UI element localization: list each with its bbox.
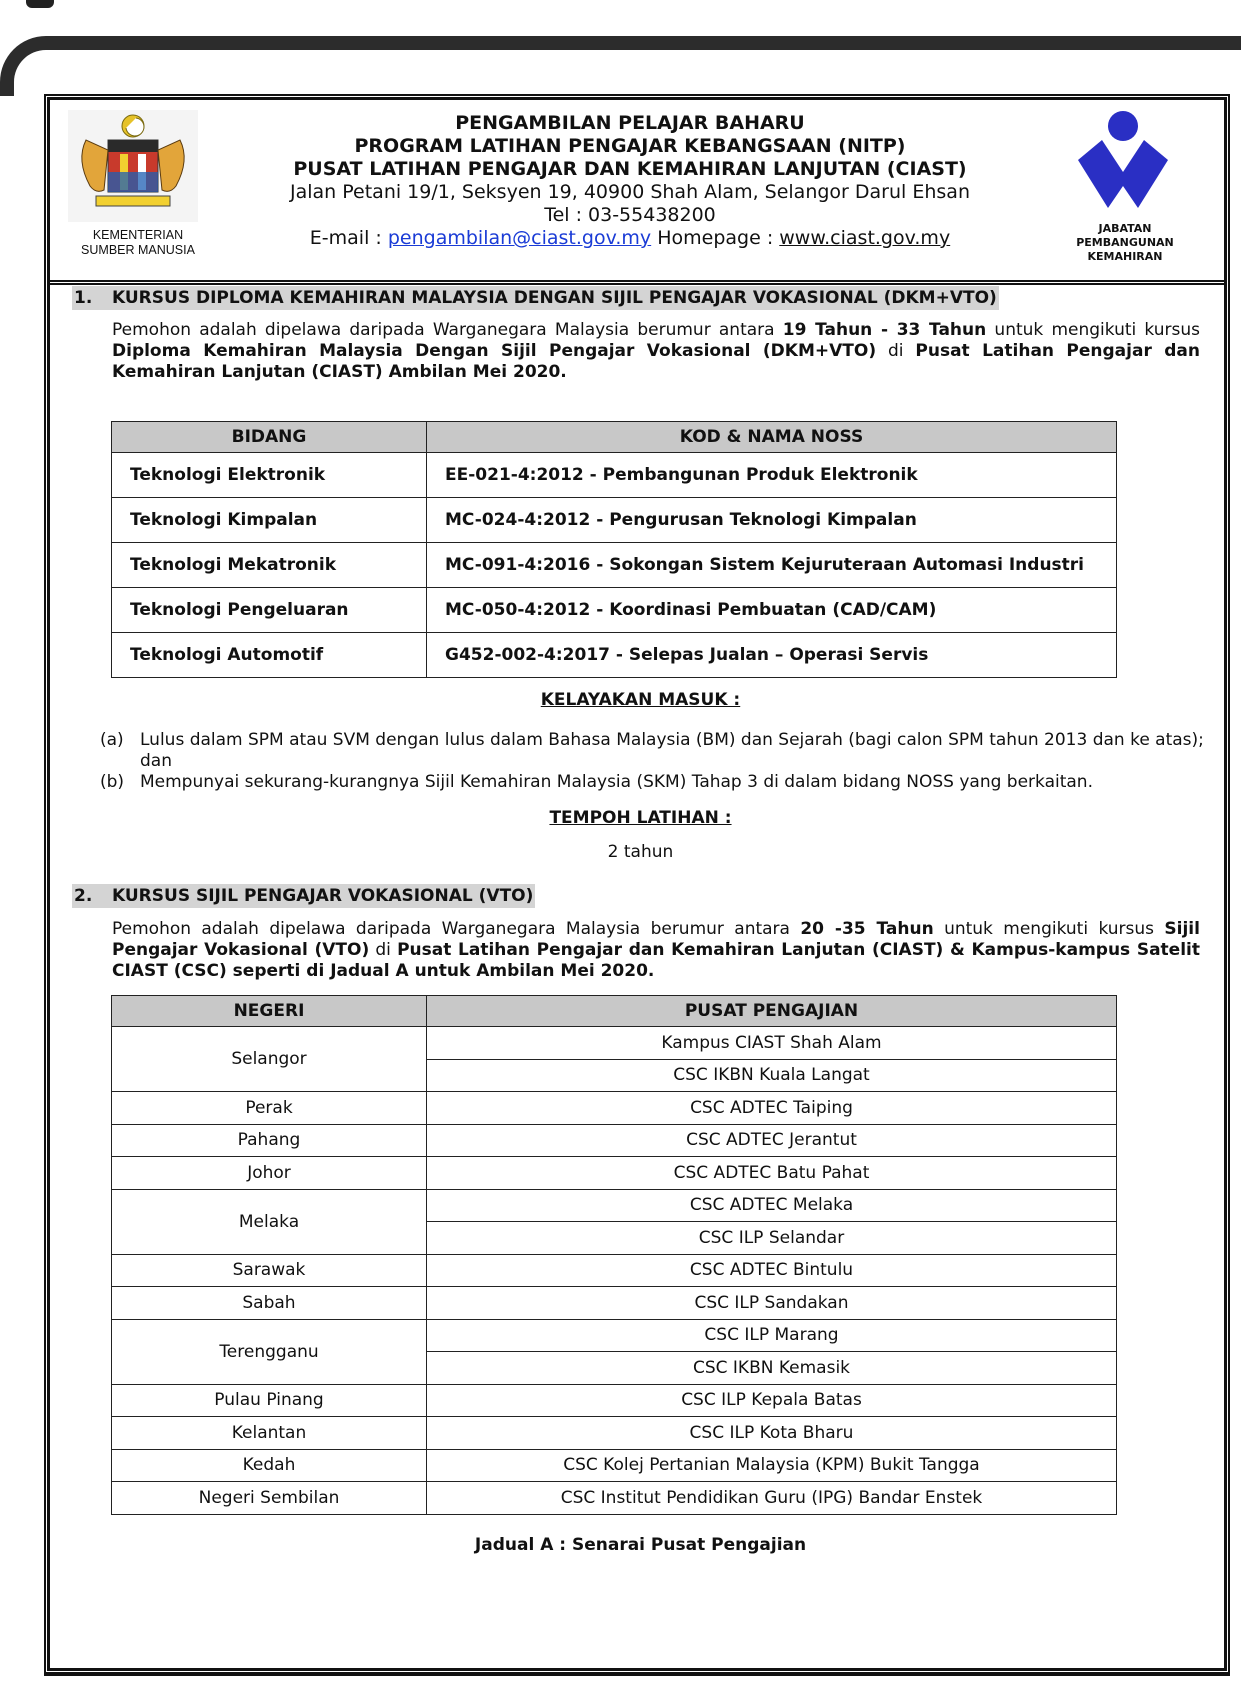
noss-cell: EE-021-4:2012 - Pembangunan Produk Elektronik	[427, 453, 1117, 498]
section-2-intro	[112, 919, 1200, 982]
table-row	[112, 1449, 1117, 1482]
section-2-number: 2.	[74, 886, 93, 906]
bidang-cell: Teknologi Kimpalan	[112, 498, 427, 543]
pusat-cell: CSC ADTEC Jerantut	[427, 1124, 1117, 1157]
pusat-header-negeri: NEGERI	[112, 996, 427, 1027]
pusat-cell: CSC Kolej Pertanian Malaysia (KPM) Bukit Tangga	[427, 1449, 1117, 1482]
table-row	[112, 543, 1117, 588]
noss-header-bidang: BIDANG	[112, 422, 427, 453]
bidang-cell: Teknologi Elektronik	[112, 453, 427, 498]
email-label: E-mail :	[309, 227, 388, 249]
s1-text-3: di	[876, 341, 916, 361]
letterhead	[260, 112, 1000, 250]
header-contact-line	[260, 227, 1000, 250]
noss-cell: MC-024-4:2012 - Pengurusan Teknologi Kimpalan	[427, 498, 1117, 543]
negeri-cell: Kedah	[112, 1449, 427, 1482]
pusat-cell: CSC ILP Kota Bharu	[427, 1417, 1117, 1450]
device-frame-edge	[0, 36, 1241, 96]
section-2-title-text: KURSUS SIJIL PENGAJAR VOKASIONAL (VTO)	[112, 886, 534, 906]
header-title-3: PUSAT LATIHAN PENGAJAR DAN KEMAHIRAN LANJUTAN (CIAST)	[293, 158, 967, 180]
ministry-caption	[58, 228, 218, 258]
ministry-caption-line-2: SUMBER MANUSIA	[81, 243, 195, 257]
negeri-cell: Selangor	[112, 1027, 427, 1092]
negeri-cell: Melaka	[112, 1189, 427, 1254]
header-tel: Tel : 03-55438200	[544, 204, 716, 226]
pusat-cell: CSC ADTEC Melaka	[427, 1189, 1117, 1222]
table-row	[112, 1287, 1117, 1320]
table-row	[112, 588, 1117, 633]
s1-course: Diploma Kemahiran Malaysia Dengan Sijil Pengajar Vokasional (DKM+VTO)	[112, 341, 877, 361]
requirements-list	[100, 730, 1210, 793]
table-row	[112, 1157, 1117, 1190]
s2-course: Sijil Pengajar Vokasional (VTO)	[112, 919, 1200, 960]
table-row	[112, 1254, 1117, 1287]
table-row	[112, 1027, 1117, 1060]
top-edge-mark	[26, 0, 54, 8]
req-b-label: (b)	[100, 772, 125, 792]
jpk-logo-icon	[1078, 110, 1168, 220]
homepage-link[interactable]: www.ciast.gov.my	[779, 227, 951, 249]
homepage-label: Homepage :	[651, 227, 780, 249]
table-row	[112, 1124, 1117, 1157]
s1-text-2: untuk mengikuti kursus	[986, 320, 1200, 340]
section-1-intro	[112, 320, 1200, 383]
table-row	[112, 1189, 1117, 1222]
section-1-title	[72, 286, 999, 310]
jpk-caption-line-3: KEMAHIRAN	[1087, 250, 1163, 263]
bidang-cell: Teknologi Automotif	[112, 633, 427, 678]
table-row	[112, 1092, 1117, 1125]
header-separator	[47, 280, 1227, 285]
bidang-cell: Teknologi Pengeluaran	[112, 588, 427, 633]
list-item	[100, 772, 1210, 793]
list-item	[100, 730, 1210, 772]
kelayakan-heading: KELAYAKAN MASUK :	[540, 690, 741, 710]
pusat-cell: Kampus CIAST Shah Alam	[427, 1027, 1117, 1060]
s1-text-1: Pemohon adalah dipelawa daripada Warganegara Malaysia berumur antara	[112, 320, 783, 340]
pusat-cell: CSC ADTEC Batu Pahat	[427, 1157, 1117, 1190]
noss-table	[111, 421, 1117, 678]
pusat-cell: CSC ILP Kepala Batas	[427, 1384, 1117, 1417]
table-row	[112, 633, 1117, 678]
noss-cell: MC-050-4:2012 - Koordinasi Pembuatan (CAD/CAM)	[427, 588, 1117, 633]
noss-cell: G452-002-4:2017 - Selepas Jualan – Operasi Servis	[427, 633, 1117, 678]
header-title-1: PENGAMBILAN PELAJAR BAHARU	[455, 112, 805, 134]
tempoh-heading: TEMPOH LATIHAN :	[549, 808, 732, 828]
pusat-table	[111, 995, 1117, 1515]
header-title-2: PROGRAM LATIHAN PENGAJAR KEBANGSAAN (NITP)	[354, 135, 906, 157]
s2-text-3: di	[369, 940, 398, 960]
bottom-border	[44, 1672, 1230, 1676]
req-a-text: Lulus dalam SPM atau SVM dengan lulus dalam Bahasa Malaysia (BM) dan Sejarah (bagi calon SPM tahun 2013 dan ke atas); dan	[140, 730, 1204, 771]
s1-place: Pusat Latihan Pengajar dan Kemahiran Lanjutan (CIAST) Ambilan Mei 2020.	[112, 341, 1200, 382]
table-row	[112, 498, 1117, 543]
req-b-text: Mempunyai sekurang-kurangnya Sijil Kemahiran Malaysia (SKM) Tahap 3 di dalam bidang NOSS yang berkaitan.	[140, 772, 1093, 792]
malaysia-coat-of-arms-icon	[68, 110, 198, 222]
table-row	[112, 1384, 1117, 1417]
table-row	[112, 1417, 1117, 1450]
section-1-number: 1.	[74, 288, 93, 308]
pusat-cell: CSC IKBN Kemasik	[427, 1352, 1117, 1385]
negeri-cell: Sarawak	[112, 1254, 427, 1287]
jpk-caption	[1060, 222, 1190, 264]
table-row	[112, 1319, 1117, 1352]
pusat-cell: CSC ILP Selandar	[427, 1222, 1117, 1255]
email-link[interactable]: pengambilan@ciast.gov.my	[387, 227, 652, 249]
negeri-cell: Negeri Sembilan	[112, 1482, 427, 1515]
negeri-cell: Terengganu	[112, 1319, 427, 1384]
pusat-cell: CSC ADTEC Taiping	[427, 1092, 1117, 1125]
table-caption: Jadual A : Senarai Pusat Pengajian	[474, 1535, 807, 1555]
negeri-cell: Pahang	[112, 1124, 427, 1157]
s2-text-2: untuk mengikuti kursus	[933, 919, 1165, 939]
req-a-label: (a)	[100, 730, 124, 750]
pusat-header-pusat: PUSAT PENGAJIAN	[427, 996, 1117, 1027]
bidang-cell: Teknologi Mekatronik	[112, 543, 427, 588]
negeri-cell: Kelantan	[112, 1417, 427, 1450]
section-1-title-text: KURSUS DIPLOMA KEMAHIRAN MALAYSIA DENGAN SIJIL PENGAJAR VOKASIONAL (DKM+VTO)	[112, 288, 997, 308]
table-row	[112, 1482, 1117, 1515]
tempoh-value: 2 tahun	[607, 842, 674, 862]
section-2-title	[72, 884, 535, 908]
table-row	[112, 453, 1117, 498]
s2-age: 20 -35 Tahun	[800, 919, 934, 939]
noss-header-kod: KOD & NAMA NOSS	[427, 422, 1117, 453]
header-address: Jalan Petani 19/1, Seksyen 19, 40900 Shah Alam, Selangor Darul Ehsan	[290, 181, 970, 203]
noss-cell: MC-091-4:2016 - Sokongan Sistem Kejuruteraan Automasi Industri	[427, 543, 1117, 588]
negeri-cell: Perak	[112, 1092, 427, 1125]
pusat-cell: CSC ILP Marang	[427, 1319, 1117, 1352]
pusat-cell: CSC ADTEC Bintulu	[427, 1254, 1117, 1287]
pusat-cell: CSC IKBN Kuala Langat	[427, 1059, 1117, 1092]
negeri-cell: Pulau Pinang	[112, 1384, 427, 1417]
pusat-cell: CSC ILP Sandakan	[427, 1287, 1117, 1320]
s2-place: Pusat Latihan Pengajar dan Kemahiran Lanjutan (CIAST) & Kampus-kampus Satelit CIAST (CSC) seperti di Jadual A untuk Ambilan Mei 2020.	[112, 940, 1200, 981]
negeri-cell: Sabah	[112, 1287, 427, 1320]
s1-age: 19 Tahun - 33 Tahun	[782, 320, 987, 340]
pusat-cell: CSC Institut Pendidikan Guru (IPG) Bandar Enstek	[427, 1482, 1117, 1515]
s2-text-1: Pemohon adalah dipelawa daripada Warganegara Malaysia berumur antara	[112, 919, 801, 939]
negeri-cell: Johor	[112, 1157, 427, 1190]
ministry-caption-line-1: KEMENTERIAN	[92, 228, 184, 242]
jpk-caption-line-2: PEMBANGUNAN	[1076, 236, 1174, 249]
jpk-caption-line-1: JABATAN	[1098, 222, 1152, 235]
